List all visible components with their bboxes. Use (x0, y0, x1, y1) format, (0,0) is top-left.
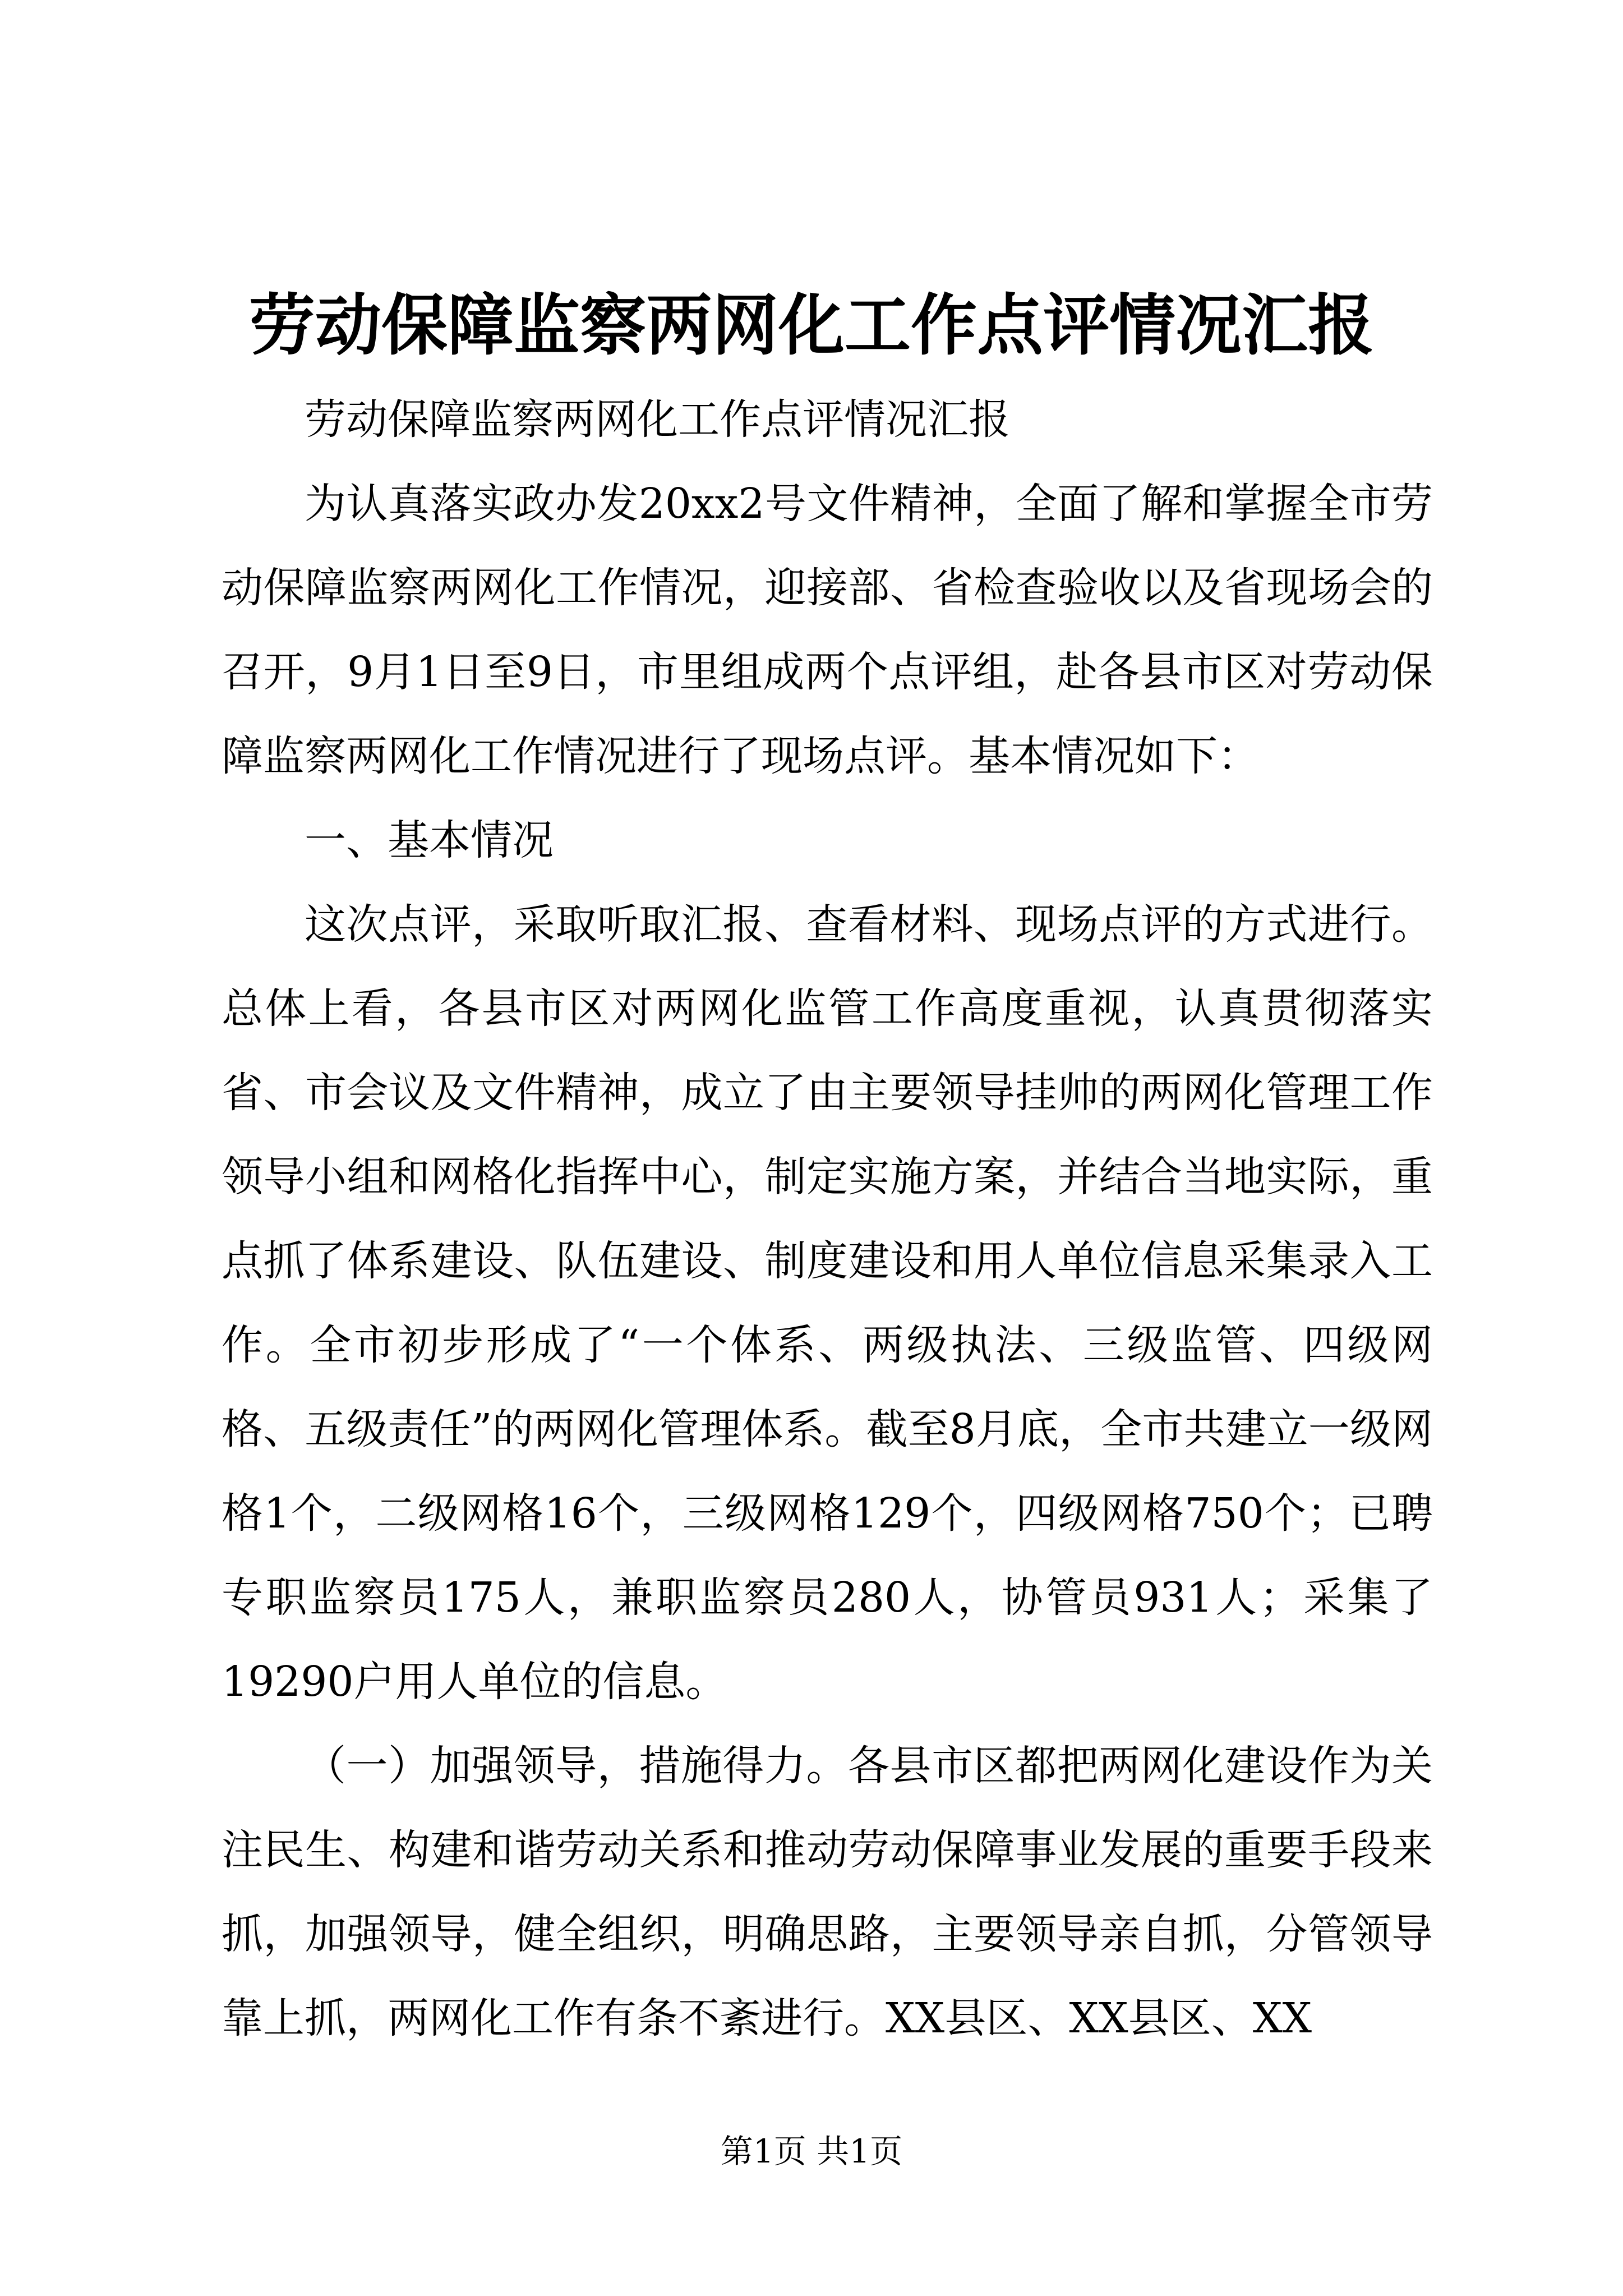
section-heading: 一、基本情况 (305, 816, 554, 864)
intro-paragraph: 为认真落实政办发20xx2号文件精神，全面了解和掌握全市劳动保障监察两网化工作情况，迎接部、省检查验收以及省现场会的召开，9月1日至9日，市里组成两个点评组，赴各县市区对劳动保障监察两网化工作情况进行了现场点评。基本情况如下： (222, 480, 1433, 780)
leadership-paragraph: （一）加强领导，措施得力。各县市区都把两网化建设作为关注民生、构建和谐劳动关系和推动劳动保障事业发展的重要手段来抓，加强领导，健全组织，明确思路，主要领导亲自抓，分管领导靠上抓，两网化工作有条不紊进行。XX县区、XX县区、XX (222, 1742, 1433, 2042)
subtitle-paragraph: 劳动保障监察两网化工作点评情况汇报 (305, 395, 1010, 444)
document-title: 劳动保障监察两网化工作点评情况汇报 (248, 286, 1374, 364)
page-footer (0, 2129, 1623, 2174)
page-number: 第1页 共1页 (720, 2132, 903, 2170)
overview-paragraph: 这次点评，采取听取汇报、查看材料、现场点评的方式进行。总体上看，各县市区对两网化监管工作高度重视，认真贯彻落实省、市会议及文件精神，成立了由主要领导挂帅的两网化管理工作领导小组和网格化指挥中心，制定实施方案，并结合当地实际，重点抓了体系建设、队伍建设、制度建设和用人单位信息采集录入工作。全市初步形成了“一个体系、两级执法、三级监管、四级网格、五级责任”的两网化管理体系。截至8月底，全市共建立一级网格1个，二级网格16个，三级网格129个，四级网格750个；已聘专职监察员175人，兼职监察员280人，协管员931人；采集了19290户用人单位的信息。 (222, 900, 1433, 1706)
document-body (222, 378, 1433, 2060)
